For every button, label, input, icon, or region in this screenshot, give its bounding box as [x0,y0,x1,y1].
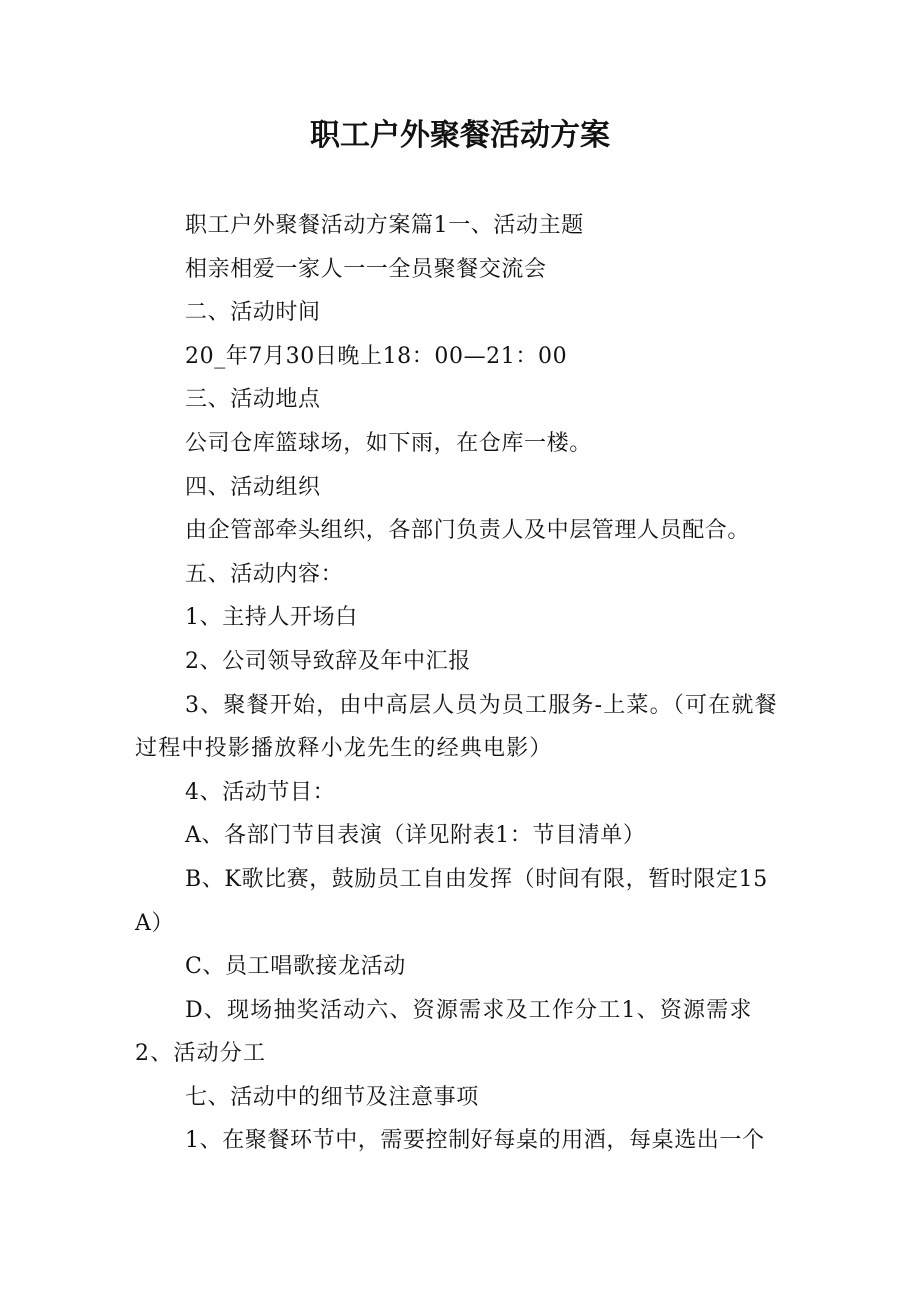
paragraph: A、各部门节目表演（详见附表1：节目清单） [185,823,646,849]
paragraph: C、员工唱歌接龙活动 [185,954,406,980]
paragraph: 由企管部牵头组织，各部门负责人及中层管理人员配合。 [185,518,751,544]
document-body [135,204,785,1163]
paragraph: 4、活动节目： [185,779,336,805]
paragraph: 20_年7月30日晚上18：00—21：00 [185,343,568,369]
paragraph: D、现场抽奖活动六、资源需求及工作分工1、资源需求2、活动分工 [135,997,753,1067]
paragraph: 职工户外聚餐活动方案篇1一、活动主题 [185,213,584,238]
document-title: 职工户外聚餐活动方案 [310,118,610,153]
paragraph: 1、在聚餐环节中，需要控制好每桌的用酒，每桌选出一个 [185,1128,765,1154]
paragraph: B、K歌比赛，鼓励员工自由发挥（时间有限，暂时限定15A） [135,866,768,936]
paragraph: 五、活动内容： [185,561,344,587]
paragraph: 公司仓库篮球场，如下雨，在仓库一楼。 [185,430,592,456]
paragraph: 2、公司领导致辞及年中汇报 [185,648,471,674]
paragraph: 二、活动时间 [185,300,321,326]
paragraph: 相亲相爱一家人一一全员聚餐交流会 [185,256,547,282]
paragraph: 3、聚餐开始，由中高层人员为员工服务-上菜。（可在就餐过程中投影播放释小龙先生的经典电影） [135,692,778,762]
paragraph: 三、活动地点 [185,387,321,413]
paragraph: 1、主持人开场白 [185,605,358,631]
paragraph: 四、活动组织 [185,474,321,500]
paragraph: 七、活动中的细节及注意事项 [185,1084,479,1110]
